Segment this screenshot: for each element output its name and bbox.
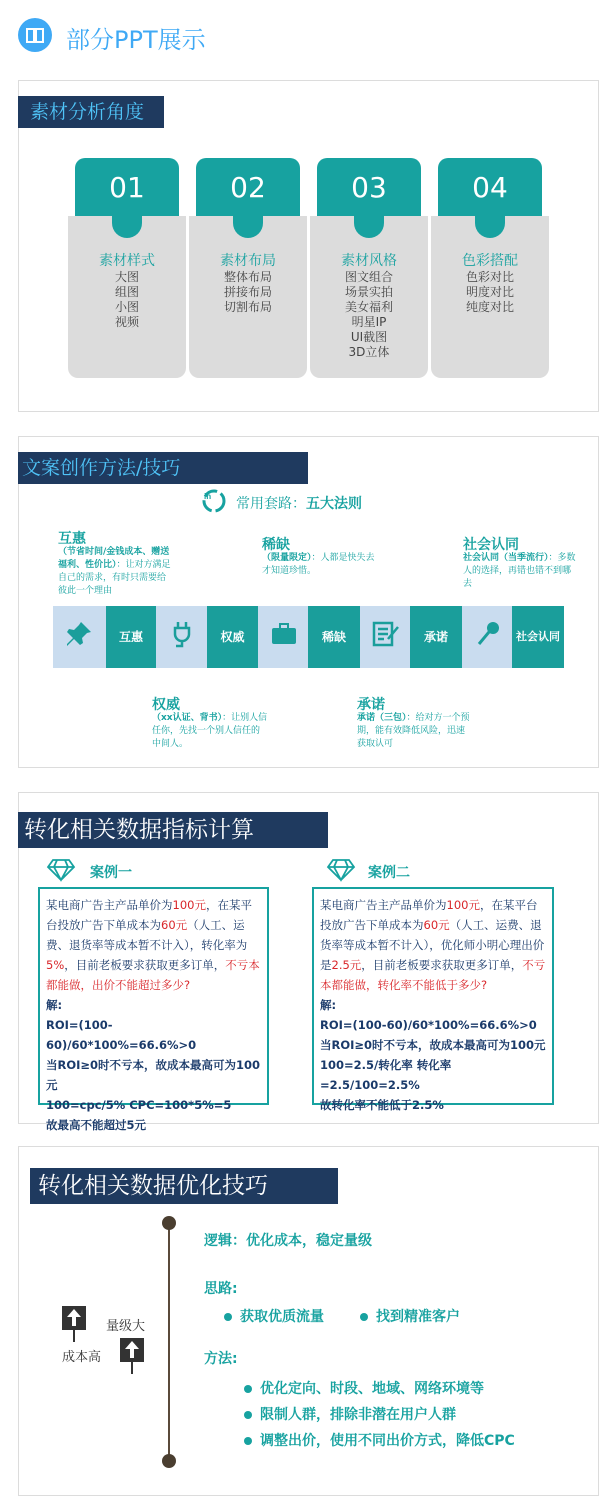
- column-card: [431, 216, 549, 378]
- bullet-dot: [224, 1313, 232, 1321]
- idea-item: [224, 1306, 324, 1326]
- problem-text: ，在某平台投放广告下单成本为: [320, 898, 538, 932]
- problem-text: ，目前老板要求获取更多订单，: [361, 958, 523, 972]
- solution-line: 100=2.5/转化率 转化率=2.5/100=2.5%: [320, 1058, 452, 1092]
- column-item: 美女福利: [344, 300, 393, 314]
- method-label: 方法:: [204, 1351, 238, 1367]
- briefcase-icon: [270, 622, 298, 651]
- rule-description: [262, 552, 376, 578]
- column-item: 纯度对比: [465, 300, 514, 314]
- timeline-line: [168, 1222, 170, 1460]
- column-item: UI截图: [350, 330, 388, 344]
- problem-text: 某电商广告主产品单价为: [320, 898, 447, 912]
- section-title: 文案创作方法/技巧: [18, 452, 308, 484]
- column-item: 切割布局: [223, 300, 272, 314]
- arrow-up-icon: [62, 1306, 86, 1346]
- mic-icon: [474, 620, 502, 653]
- column-item: 色彩对比: [465, 270, 514, 284]
- problem-text: （人工、运费、退货率等成本暂不计入），优化师小明心理出价是: [320, 918, 545, 972]
- volume-label: 量级大: [106, 1319, 146, 1334]
- strip-label: 稀缺: [308, 606, 360, 668]
- bullet-dot: [360, 1313, 368, 1321]
- timeline-dot: [162, 1216, 176, 1230]
- solution-line: ROI=(100-60)/60*100%=66.6%>0: [46, 1018, 197, 1052]
- cost-label: 成本高: [62, 1350, 102, 1365]
- rule-text: ：人都是快失去才知道珍惜。: [262, 553, 375, 576]
- problem-bid: 2.5元: [331, 958, 362, 972]
- column-item: 视频: [114, 315, 139, 329]
- method-text: 限制人群，排除非潜在用户人群: [260, 1407, 456, 1423]
- column-number: 03: [317, 158, 421, 216]
- logic-label: 逻辑：: [204, 1233, 246, 1249]
- case-box: [312, 887, 554, 1112]
- bullet-dot: [244, 1385, 252, 1393]
- column-item: 3D立体: [348, 345, 390, 359]
- diamond-icon: [326, 858, 356, 886]
- method-item: [244, 1430, 515, 1450]
- section-title: 素材分析角度: [18, 96, 164, 128]
- case-title: 案例二: [368, 865, 410, 881]
- case-problem: [320, 895, 546, 995]
- rule-label: 社会认同（当季流行）: [463, 553, 549, 563]
- problem-question: 不亏本都能做，出价不能超过多少?: [46, 958, 260, 992]
- idea-item: [360, 1306, 460, 1326]
- case-problem: [46, 895, 261, 995]
- logic-line: [204, 1230, 372, 1250]
- column-number: 02: [196, 158, 300, 216]
- problem-cost: 60元: [423, 918, 450, 932]
- plug-icon: [168, 620, 196, 653]
- subtitle-bold: 五大法则: [306, 496, 362, 512]
- rule-label: （限量限定）: [262, 553, 312, 563]
- rule-text: ：让别人信任你，先找一个别人信任的中间人。: [152, 713, 268, 749]
- problem-cost: 60元: [161, 918, 188, 932]
- book-icon: [18, 18, 52, 52]
- svg-text:in: in: [204, 492, 212, 501]
- arrow-up-icon: [120, 1338, 144, 1378]
- column-number: 01: [75, 158, 179, 216]
- case-title: 案例一: [90, 865, 132, 881]
- solution-line: ROI=(100-60)/60*100%=66.6%>0: [320, 1018, 537, 1032]
- rule-text: ：给对方一个预期，能有效降低风险，迅速获取认可: [357, 713, 470, 749]
- note-icon: [372, 621, 400, 652]
- problem-text: （人工、运费、退货率等成本暂不计入），转化率为: [46, 918, 248, 952]
- rule-label: （xx认证、背书）: [152, 713, 223, 723]
- rule-description: [152, 712, 268, 751]
- solution-line: 当ROI≥0时不亏本，故成本最高可为100元: [46, 1058, 261, 1092]
- idea-label: 思路:: [204, 1281, 238, 1297]
- method-text: 优化定向、时段、地域、网络环境等: [260, 1381, 484, 1397]
- column-card: [189, 216, 307, 378]
- strip-label: 承诺: [410, 606, 462, 668]
- rule-text: ：让对方满足自己的需求，有时只需要给彼此一个理由: [58, 560, 171, 596]
- strip-label: 权威: [207, 606, 258, 668]
- problem-text: ，在某平台投放广告下单成本为: [46, 898, 252, 932]
- problem-text: ，目前老板要求获取更多订单，: [64, 958, 226, 972]
- rule-title: 互惠: [58, 531, 86, 547]
- problem-question: 不亏本都能做，转化率不能低于多少?: [320, 958, 546, 992]
- bullet-dot: [244, 1411, 252, 1419]
- rule-title: 稀缺: [262, 537, 290, 553]
- column-item: 组图: [114, 285, 139, 299]
- idea-text: 找到精准客户: [376, 1309, 460, 1325]
- column-item: 小图: [114, 300, 139, 314]
- solution-line: 当ROI≥0时不亏本，故成本最高可为100元: [320, 1038, 546, 1052]
- method-item: [244, 1404, 456, 1424]
- solution-line: 解:: [46, 998, 63, 1012]
- rule-title: 承诺: [357, 697, 385, 713]
- column-card: [68, 216, 186, 378]
- section-copywriting: [18, 436, 599, 768]
- column-item: 明度对比: [465, 285, 514, 299]
- column-number: 04: [438, 158, 542, 216]
- solution-line: 解:: [320, 998, 337, 1012]
- problem-price: 100元: [446, 898, 480, 912]
- column-item: 场景实拍: [344, 285, 393, 299]
- column-item: 大图: [114, 270, 139, 284]
- method-item: [244, 1378, 484, 1398]
- column-item: 整体布局: [223, 270, 272, 284]
- rules-subtitle: [236, 493, 362, 513]
- problem-rate: 5%: [46, 958, 65, 972]
- pin-icon: [66, 620, 94, 653]
- rule-text: ：多数人的选择，再错也错不到哪去: [463, 553, 576, 589]
- column-title: 素材风格: [341, 253, 397, 269]
- idea-text: 获取优质流量: [240, 1309, 324, 1325]
- method-text: 调整出价，使用不同出价方式，降低CPC: [260, 1433, 515, 1449]
- column-title: 素材布局: [220, 253, 276, 269]
- column-item: 拼接布局: [223, 285, 272, 299]
- strip-label: 社会认同: [512, 606, 564, 668]
- column-card: [310, 216, 428, 378]
- column-item: 图文组合: [344, 270, 393, 284]
- strip-label: 互惠: [106, 606, 156, 668]
- bullet-dot: [244, 1437, 252, 1445]
- logic-text: 优化成本，稳定量级: [246, 1233, 372, 1249]
- section-title: 转化相关数据优化技巧: [30, 1168, 338, 1204]
- rule-title: 权威: [152, 697, 180, 713]
- section-title: 转化相关数据指标计算: [18, 812, 328, 848]
- solution-line: 故最高不能超过5元: [46, 1118, 147, 1132]
- page-title: 部分PPT展示: [66, 26, 206, 54]
- rule-description: [58, 546, 172, 598]
- solution-line: 故转化率不能低于2.5%: [320, 1098, 444, 1112]
- rule-label: （节省时间/金钱成本、赠送福利、性价比）: [58, 547, 170, 570]
- rule-label: 承诺（三包）: [357, 713, 407, 723]
- column-title: 色彩搭配: [462, 253, 518, 269]
- problem-price: 100元: [172, 898, 206, 912]
- recycle-icon: [200, 488, 228, 514]
- column-title: 素材样式: [99, 253, 155, 269]
- diamond-icon: [46, 858, 76, 886]
- rule-description: [357, 712, 473, 751]
- subtitle-prefix: 常用套路：: [236, 496, 306, 512]
- rule-description: [463, 552, 577, 591]
- column-item: 明星IP: [351, 315, 387, 329]
- case-box: [38, 887, 269, 1132]
- problem-text: 某电商广告主产品单价为: [46, 898, 173, 912]
- solution-line: 100=cpc/5% CPC=100*5%=5: [46, 1098, 232, 1112]
- rule-title: 社会认同: [463, 537, 519, 553]
- timeline-dot: [162, 1454, 176, 1468]
